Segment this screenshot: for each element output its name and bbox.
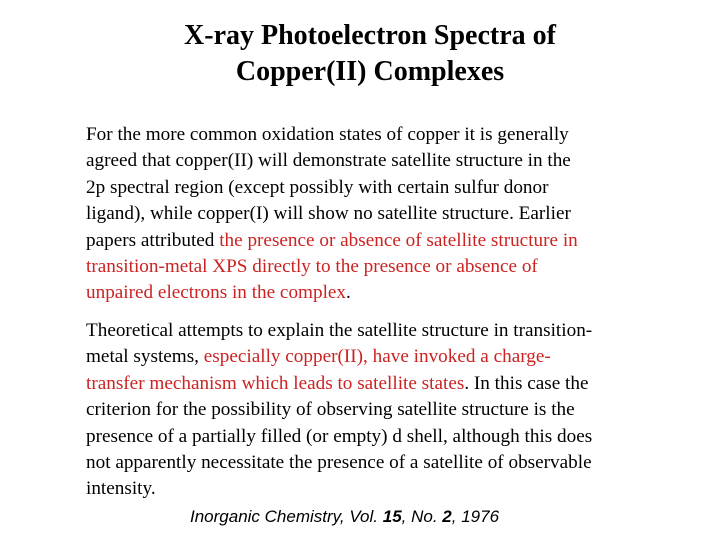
paragraph-2 (86, 318, 676, 503)
paragraph-1-line-2: agreed that copper(II) will demonstrate satellite structure in the (86, 150, 571, 172)
paragraph-2-line-7: intensity. (86, 478, 156, 500)
paragraph-1-line-7 (86, 280, 676, 306)
citation-volume: 15 (382, 507, 402, 526)
title-line-2: Copper(II) Complexes (235, 56, 505, 87)
paragraph-1-line-7-end: . (346, 282, 351, 304)
paragraph-2-line-2-highlight: especially copper(II), have invoked a charge- (203, 346, 551, 368)
citation-sep: , No. (401, 507, 443, 526)
citation-journal: Inorganic Chemistry, Vol. (190, 507, 383, 526)
paragraph-2-line-2-plain: metal systems, (86, 346, 204, 368)
paragraph-2-line-5: presence of a partially filled (or empty) d shell, although this does (86, 425, 593, 447)
paragraph-2-line-4: criterion for the possibility of observing satellite structure is the (86, 399, 575, 421)
paragraph-1-line-1: For the more common oxidation states of copper it is generally (86, 124, 569, 145)
paragraph-1-line-5 (86, 228, 676, 254)
paragraph-2-line-3-plain: . In this case the (464, 372, 589, 394)
paragraph-2-line-2 (86, 344, 676, 370)
title-line-1: X-ray Photoelectron Spectra of (184, 20, 556, 51)
paragraph-1-line-5-plain: papers attributed (86, 229, 220, 251)
paragraph-1-line-4: ligand), while copper(I) will show no satellite structure. Earlier (86, 203, 571, 225)
paragraph-2-line-1: Theoretical attempts to explain the satellite structure in transition- (86, 320, 593, 341)
paragraph-1-line-6-highlight: transition-metal XPS directly to the presence or absence of (86, 256, 538, 278)
paragraph-2-line-6: not apparently necessitate the presence of a satellite of observable (86, 452, 592, 474)
paragraph-2-line-3 (86, 371, 676, 397)
paragraph-1-line-7-highlight: unpaired electrons in the complex (86, 282, 347, 304)
citation (190, 506, 499, 528)
paragraph-2-line-3-highlight: transfer mechanism which leads to satellite states (86, 372, 465, 394)
paragraph-1-line-3: 2p spectral region (except possibly with certain sulfur donor (86, 176, 549, 198)
paragraph-1-line-5-highlight: the presence or absence of satellite structure in (219, 229, 578, 251)
citation-year: , 1976 (451, 507, 500, 526)
slide-title (0, 18, 720, 90)
citation-number: 2 (442, 507, 452, 526)
paragraph-1 (86, 122, 676, 307)
